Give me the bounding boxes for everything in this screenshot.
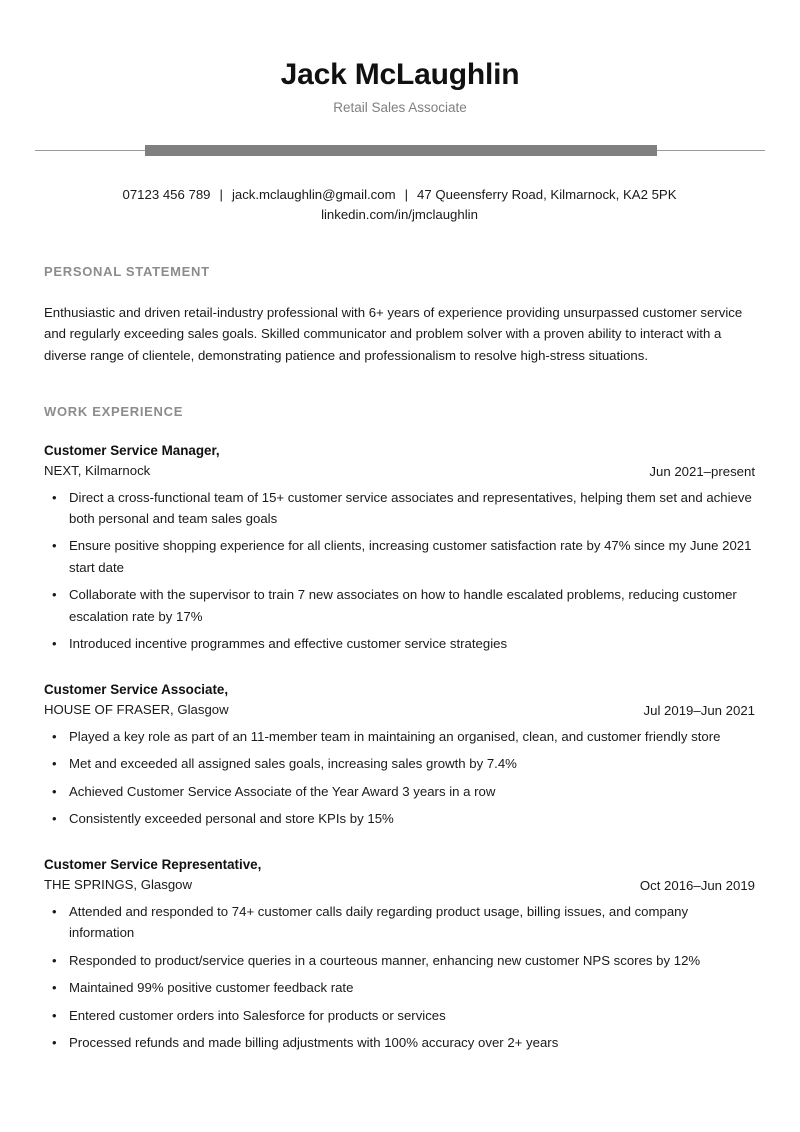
- job-bullet: • Consistently exceeded personal and store KPIs by 15%: [44, 808, 755, 829]
- job-bullet: • Collaborate with the supervisor to train 7 new associates on how to handle escalated problems, reducing customer escalation rate by 17%: [44, 584, 755, 627]
- job-bullet: • Maintained 99% positive customer feedback rate: [44, 977, 755, 998]
- section-title-personal-statement: PERSONAL STATEMENT: [44, 263, 210, 279]
- job-bullet: • Entered customer orders into Salesforce for products or services: [44, 1005, 755, 1026]
- job-entry: [44, 680, 755, 829]
- candidate-job-title: Retail Sales Associate: [333, 99, 467, 115]
- personal-statement-body: Enthusiastic and driven retail-industry professional with 6+ years of experience providing unsurpassed customer service and regularly exceeding sales goals. Skilled communicator and problem solver with a proven ability to interact with a diverse range of clientele, demonstrating patience and professionalism to resolve high-stress situations.: [44, 304, 743, 363]
- job-bullet-list: [44, 726, 755, 830]
- contact-separator-2: |: [404, 186, 409, 202]
- job-header-left: [44, 441, 631, 480]
- job-entry: [44, 855, 755, 1053]
- job-header-left: [44, 680, 626, 719]
- contact-info: [44, 185, 755, 226]
- job-dates: Jul 2019–Jun 2021: [643, 702, 755, 718]
- job-bullet: • Ensure positive shopping experience for all clients, increasing customer satisfaction rate by 47% since my June 2021 start date: [44, 535, 755, 578]
- contact-phone: 07123 456 789: [122, 186, 211, 202]
- job-bullet: • Played a key role as part of an 11-member team in maintaining an organised, clean, and customer friendly store: [44, 726, 755, 747]
- job-bullet: • Processed refunds and made billing adjustments with 100% accuracy over 2+ years: [44, 1032, 755, 1053]
- job-company: NEXT, Kilmarnock: [44, 462, 151, 478]
- job-header: [44, 441, 755, 480]
- header-divider: [0, 143, 800, 159]
- job-header: [44, 680, 755, 719]
- job-bullet: • Introduced incentive programmes and effective customer service strategies: [44, 633, 755, 654]
- contact-address: 47 Queensferry Road, Kilmarnock, KA2 5PK: [417, 186, 677, 202]
- job-bullet-list: [44, 901, 755, 1053]
- resume-header: [0, 0, 800, 116]
- job-header: [44, 855, 755, 894]
- resume-content: [0, 185, 800, 1054]
- job-bullet-list: [44, 487, 755, 655]
- job-bullet: • Responded to product/service queries in a courteous manner, enhancing new customer NPS scores by 12%: [44, 950, 755, 971]
- job-title: Customer Service Associate,: [44, 682, 229, 698]
- candidate-name: Jack McLaughlin: [280, 58, 520, 91]
- job-header-left: [44, 855, 622, 894]
- contact-email[interactable]: jack.mclaughlin@gmail.com: [231, 186, 396, 202]
- contact-separator-1: |: [219, 186, 223, 202]
- contact-linkedin[interactable]: linkedin.com/in/jmclaughlin: [321, 207, 478, 223]
- job-entry: [44, 441, 755, 654]
- section-personal-statement: [44, 264, 755, 367]
- job-title: Customer Service Manager,: [44, 443, 220, 459]
- section-work-experience: [44, 404, 755, 1053]
- job-company: THE SPRINGS, Glasgow: [44, 876, 193, 892]
- job-dates: Jun 2021–present: [649, 463, 755, 479]
- job-title: Customer Service Representative,: [44, 857, 262, 873]
- job-bullet: • Direct a cross-functional team of 15+ customer service associates and representatives, helping them set and achieve both personal and team sales goals: [44, 487, 755, 530]
- job-company: HOUSE OF FRASER, Glasgow: [44, 701, 229, 717]
- job-bullet: • Attended and responded to 74+ customer calls daily regarding product usage, billing issues, and company information: [44, 901, 755, 944]
- job-bullet: • Met and exceeded all assigned sales goals, increasing sales growth by 7.4%: [44, 753, 755, 774]
- section-title-work-experience: WORK EXPERIENCE: [44, 404, 184, 420]
- job-bullet: • Achieved Customer Service Associate of the Year Award 3 years in a row: [44, 781, 755, 802]
- job-dates: Oct 2016–Jun 2019: [639, 878, 755, 893]
- divider-thick-bar: [145, 145, 657, 156]
